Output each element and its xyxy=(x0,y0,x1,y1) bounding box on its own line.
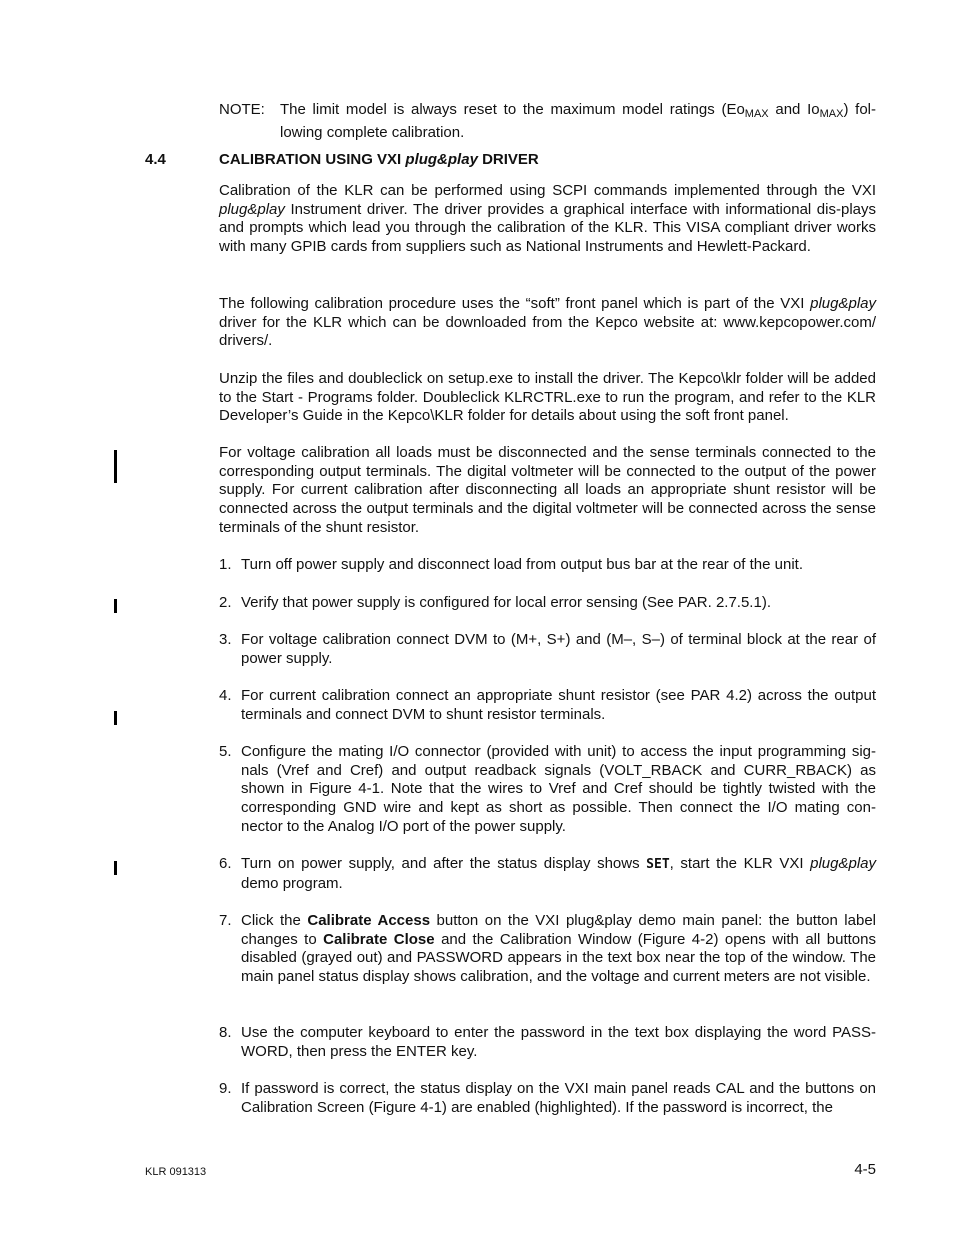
change-bar xyxy=(114,450,117,483)
change-bar xyxy=(114,861,117,875)
change-bar xyxy=(114,711,117,725)
s7-bold-close: Calibrate Close xyxy=(323,930,435,948)
step-text: For voltage calibration connect DVM to (M+, S+) and (M–, S–) of terminal block at the rear of power supply. xyxy=(241,631,876,667)
step-text: Verify that power supply is configured for local error sensing (See PAR. 2.7.5.1). xyxy=(241,594,771,611)
note-text xyxy=(280,101,876,142)
s7-text-e: and the Calibration Window (Figure 4-2) opens with all buttons disabled (grayed out) and PASSWORD appears in the text box near the top of the window. The main panel status display shows calibration, and the voltage and current meters are not visible. xyxy=(241,930,876,986)
paragraph-unzip: Unzip the files and doubleclick on setup.exe to install the driver. The Kepco\klr folder will be added to the Start - Programs folder. Doubleclick KLRCTRL.exe to run the program, and refer to the KLR Developer’s Guide in the Kepco\KLR folder for details about using the soft front panel. xyxy=(219,370,876,425)
s7-bold-access: Calibrate Access xyxy=(307,912,431,929)
s6-text-a: Turn on power supply, and after the status display shows xyxy=(241,855,647,872)
footer-page-number: 4-5 xyxy=(854,1161,876,1178)
step-number: 6. xyxy=(219,855,232,872)
note-text-c: ) fol-lowing complete calibration. xyxy=(280,101,876,141)
step-number: 4. xyxy=(219,687,232,704)
paragraph-soft-panel xyxy=(219,295,876,351)
section-title-a: CALIBRATION USING VXI xyxy=(219,151,406,168)
p2-text-a: The following calibration procedure uses the “soft” front panel which is part of the VXI xyxy=(219,295,811,312)
step-number: 5. xyxy=(219,743,232,760)
section-number: 4.4 xyxy=(145,151,166,168)
step-text: For current calibration connect an appropriate shunt resistor (see PAR 4.2) across the output terminals and connect DVM to shunt resistor terminals. xyxy=(241,687,876,723)
p2-text-c: driver for the KLR which can be downloaded from the Kepco website at: www.kepcopower.com/ drivers/. xyxy=(219,313,876,350)
step-text: Use the computer keyboard to enter the password in the text box displaying the word PASS-WORD, then press the ENTER key. xyxy=(241,1024,876,1060)
section-title-italic: plug&play xyxy=(405,151,478,168)
s6-text-d: demo program. xyxy=(241,874,343,892)
paragraph-voltage-calibration: For voltage calibration all loads must be disconnected and the sense terminals connected to the corresponding output terminals. The digital voltmeter will be connected to the output of the power supply. For current calibration after disconnecting all loads an appropriate shunt resistor will be connected across the output terminals and the digital voltmeter will be connected across the sense terminals of the shunt resistor. xyxy=(219,444,876,536)
step-number: 7. xyxy=(219,912,232,929)
p1-text-a: Calibration of the KLR can be performed using SCPI commands implemented through the VXI xyxy=(219,182,876,199)
step-text: If password is correct, the status display on the VXI main panel reads CAL and the buttons on Calibration Screen (Figure 4-1) are enabled (highlighted). If the password is incorrect, the xyxy=(241,1080,876,1116)
step-text: Configure the mating I/O connector (provided with unit) to access the input programming sig-nals (Vref and Cref) and output readback signals (VOLT_RBACK and CURR_RBACK) as shown in Figure 4-1. Note that the wires to Vref and Cref should be tightly twisted with the corresponding GND wire and kept as short as possible. Then connect the I/O mating con-nector to the Analog I/O port of the power supply. xyxy=(241,743,876,835)
p1-italic: plug&play xyxy=(219,200,285,218)
change-bar xyxy=(114,599,117,613)
section-title-c: DRIVER xyxy=(477,151,539,168)
s6-text-b: , start the KLR VXI xyxy=(669,855,811,872)
section-title xyxy=(219,151,539,168)
step-text xyxy=(241,855,876,893)
step-number: 9. xyxy=(219,1080,232,1097)
step-number: 3. xyxy=(219,631,232,648)
step-number: 8. xyxy=(219,1024,232,1041)
note-text-b: and Io xyxy=(768,101,820,118)
s6-italic: plug&play xyxy=(810,855,876,872)
step-number: 1. xyxy=(219,556,232,573)
note-subscript-a: MAX xyxy=(744,108,769,120)
note-subscript-b: MAX xyxy=(819,108,844,120)
s7-text-c: button on the VXI plug&play demo main panel: the button label changes to xyxy=(241,912,876,948)
step-text: Turn off power supply and disconnect load from output bus bar at the rear of the unit. xyxy=(241,556,804,573)
status-code: SET xyxy=(646,857,670,872)
note-label: NOTE: xyxy=(219,101,265,118)
step-text xyxy=(241,912,876,987)
step-number: 2. xyxy=(219,594,232,611)
note-text-a: The limit model is always reset to the maximum model ratings (Eo xyxy=(280,101,745,118)
footer-document-id: KLR 091313 xyxy=(145,1166,207,1178)
paragraph-intro xyxy=(219,182,876,257)
s7-text-a: Click the xyxy=(241,912,308,929)
p1-text-c: Instrument driver. The driver provides a graphical interface with informational dis-plays and prompts which lead you through the calibration of the KLR. This VISA compliant driver works with many GPIB cards from suppliers such as National Instruments and Hewlett-Packard. xyxy=(219,200,876,256)
p2-italic: plug&play xyxy=(810,295,876,312)
